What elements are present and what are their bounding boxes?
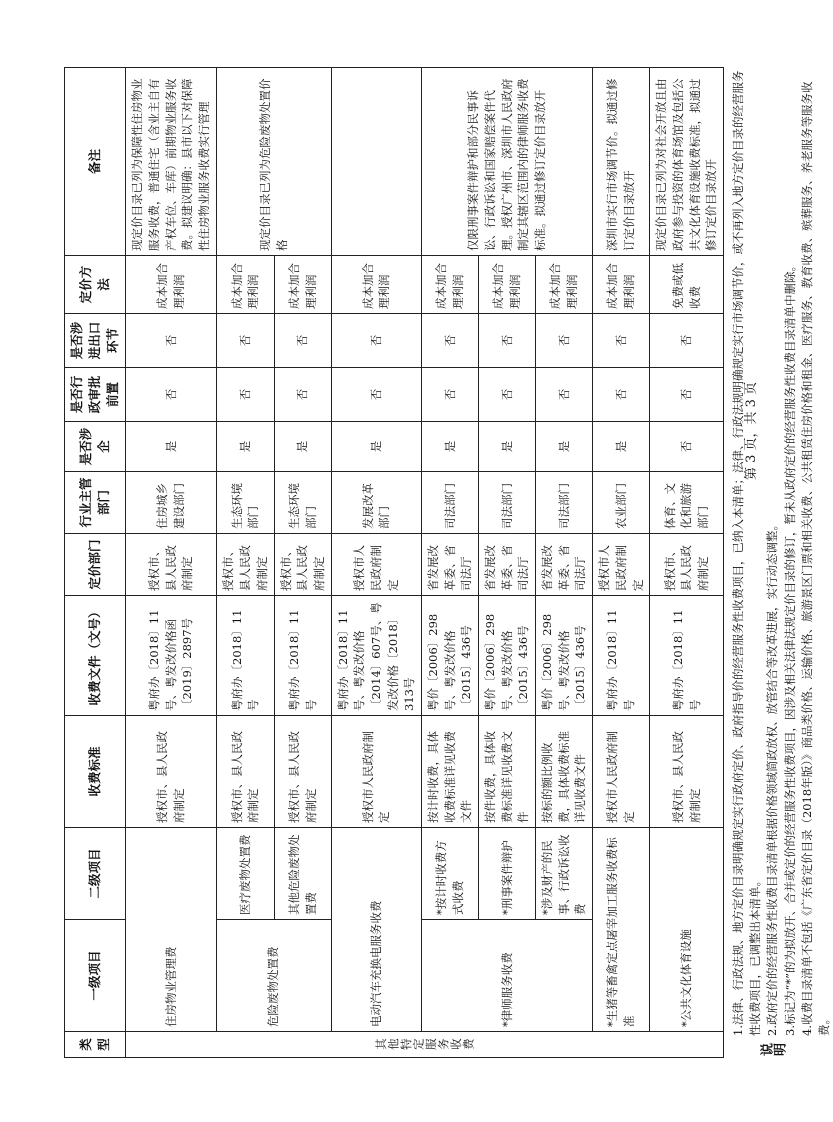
level1-cell: 电动汽车充换电服务收费 <box>331 828 421 1032</box>
header-method: 定价方法 <box>65 256 126 314</box>
table-row <box>650 68 724 1058</box>
level1-cell: 住房物业管理费 <box>126 828 216 1032</box>
header-level1: 一级项目 <box>65 920 126 1032</box>
approval-cell: 否 <box>331 368 421 422</box>
industry-dept-cell: 司法部门 <box>536 472 593 534</box>
level1-cell: *公共文化体育设施 <box>650 828 724 1032</box>
import-export-cell: 否 <box>536 314 593 368</box>
method-cell: 免费或低收费 <box>650 256 724 314</box>
import-export-cell: 否 <box>422 314 479 368</box>
pricing-dept-cell: 授权市人民政府制定 <box>593 534 650 596</box>
approval-cell: 否 <box>650 368 724 422</box>
level1-cell: *生猪等畜禽定点屠宰加工服务收费标准 <box>593 828 650 1032</box>
industry-dept-cell: 农业部门 <box>593 472 650 534</box>
industry-dept-cell: 司法部门 <box>479 472 536 534</box>
standard-cell: 授权市、县人民政府制定 <box>274 716 331 828</box>
enterprise-cell: 是 <box>216 422 274 472</box>
header-import-export: 是否涉进出口环节 <box>65 314 126 368</box>
note-cell: 现定价目录已列为保障性住房物业服务收费，普通住宅（含业主自有产权车位、车库）前期物业服务收费。拟建议明确：县市以下对保障性住房物业服务收费实行管理 <box>126 68 216 256</box>
standard-cell: 授权市人民政府制定 <box>593 716 650 828</box>
pricing-dept-cell: 省发展改革委、省司法厅 <box>422 534 479 596</box>
import-export-cell: 否 <box>331 314 421 368</box>
import-export-cell: 否 <box>479 314 536 368</box>
import-export-cell: 否 <box>650 314 724 368</box>
note-cell: 现定价目录已列为对社会开放且由政府参与投资的体育场馆及包括公共文化体育设施收费标准，拟通过修订定价目录放开 <box>650 68 724 256</box>
header-approval: 是否行政审批前置 <box>65 368 126 422</box>
table-row <box>422 68 479 1058</box>
document-cell: 粤府办〔2018〕11号、粤发改价格〔2014〕607号、粤发改价格〔2018〕313号 <box>331 596 421 716</box>
approval-cell: 否 <box>126 368 216 422</box>
note-cell <box>331 68 421 256</box>
level2-cell: *涉及财产的民事、行政诉讼收费 <box>536 828 593 920</box>
approval-cell: 否 <box>274 368 331 422</box>
enterprise-cell: 是 <box>331 422 421 472</box>
table-row <box>331 68 421 1058</box>
approval-cell: 否 <box>216 368 274 422</box>
level2-cell: 其他危险废物处置费 <box>274 828 331 920</box>
standard-cell: 按计时收费，具体收费标准详见收费文件 <box>422 716 479 828</box>
notes-section <box>730 68 833 1058</box>
pricing-dept-cell: 授权市人民政府制定 <box>331 534 421 596</box>
enterprise-cell: 否 <box>650 422 724 472</box>
header-type: 类型 <box>65 1032 126 1058</box>
standard-cell: 授权市人民政府制定 <box>331 716 421 828</box>
level1-cell: 危险废物处置费 <box>216 920 331 1032</box>
method-cell: 成本加合理利润 <box>536 256 593 314</box>
industry-dept-cell: 发展改革部门 <box>331 472 421 534</box>
industry-dept-cell: 司法部门 <box>422 472 479 534</box>
approval-cell: 否 <box>536 368 593 422</box>
table-row <box>126 68 216 1058</box>
note-line: 3.标记为“*”的为拟放开、合并或定价的经营服务性收费项目，因涉及相关法律法规定价目录的修订，暂未从政府定价的经营服务性收费目录清单中删除。 <box>782 260 797 1036</box>
approval-cell: 否 <box>479 368 536 422</box>
table-row <box>593 68 650 1058</box>
method-cell: 成本加合理利润 <box>126 256 216 314</box>
document-cell: 粤价〔2006〕298号、粤发改价格〔2015〕436号 <box>479 596 536 716</box>
industry-dept-cell: 住房城乡建设部门 <box>126 472 216 534</box>
header-level2: 二级项目 <box>65 828 126 920</box>
pricing-dept-cell: 省发展改革委、省司法厅 <box>479 534 536 596</box>
header-document: 收费文件（文号） <box>65 596 126 716</box>
method-cell: 成本加合理利润 <box>216 256 274 314</box>
note-line: 2.政府定价的经营服务性收费目录清单根据价格领域简政放权、放管结合等改革进展，实行动态调整。 <box>765 519 780 1036</box>
document-cell: 粤府办〔2018〕11号 <box>593 596 650 716</box>
standard-cell: 授权市、县人民政府制定 <box>126 716 216 828</box>
industry-dept-cell: 生态环境部门 <box>274 472 331 534</box>
document-cell: 粤府办〔2018〕11号、粤发改价格函〔2019〕2897号 <box>126 596 216 716</box>
fee-table <box>64 67 724 1058</box>
level1-cell: *律师服务收费 <box>422 920 593 1032</box>
industry-dept-cell: 体育、文化和旅游部门 <box>650 472 724 534</box>
pricing-dept-cell: 省发展改革委、省司法厅 <box>536 534 593 596</box>
standard-cell: 按件收费，具体收费标准详见收费文件 <box>479 716 536 828</box>
document-cell: 粤府办〔2018〕11号 <box>216 596 274 716</box>
header-note: 备注 <box>65 68 126 256</box>
method-cell: 成本加合理利润 <box>331 256 421 314</box>
level2-cell: *刑事案件辩护 <box>479 828 536 920</box>
approval-cell: 否 <box>593 368 650 422</box>
import-export-cell: 否 <box>216 314 274 368</box>
note-cell: 仅限刑事案件辩护和部分民事诉讼、行政诉讼和国家赔偿案件代理。授权广州市、深圳市人民政府制定其辖区范围内的律师服务收费标准。拟通过修订定价目录放开 <box>422 68 593 256</box>
category-cell: 其他特定服务收费 <box>126 1032 723 1058</box>
note-cell: 深圳市实行市场调节价。拟通过修订定价目录放开 <box>593 68 650 256</box>
pricing-dept-cell: 授权市、县人民政府制定 <box>650 534 724 596</box>
method-cell: 成本加合理利润 <box>274 256 331 314</box>
table-header-row <box>65 68 126 1058</box>
page-footer: 第 3 页，共 3 页 <box>744 381 759 480</box>
standard-cell: 按标的额比例收费，具体收费标准详见收费文件 <box>536 716 593 828</box>
industry-dept-cell: 生态环境部门 <box>216 472 274 534</box>
header-pricing-dept: 定价部门 <box>65 534 126 596</box>
note-line: 1.法律、行政法规、地方定价目录明确规定实行政府定价、政府指导价的经营服务性收费项目，已纳入本清单；法律、行政法规明确规定实行市场调节价，或不再列入地方定价目录的经营服务性收费项目，已调整出本清单。 <box>730 70 763 1036</box>
enterprise-cell: 是 <box>274 422 331 472</box>
note-line: 4.收费目录清单不包括《广东省定价目录（2018年版）》商品类价格、运输价格、旅游景区门票和相关收费、公共租赁住房价格和租金、医疗服务、教育收费、殡葬服务、养老服务等服务收费。 <box>799 81 832 1036</box>
standard-cell: 授权市、县人民政府制定 <box>650 716 724 828</box>
document-cell: 粤府办〔2018〕11号 <box>650 596 724 716</box>
enterprise-cell: 是 <box>479 422 536 472</box>
table-row <box>216 68 274 1058</box>
level2-cell: 医疗废物处置费 <box>216 828 274 920</box>
enterprise-cell: 是 <box>593 422 650 472</box>
pricing-dept-cell: 授权市、县人民政府制定 <box>126 534 216 596</box>
import-export-cell: 否 <box>274 314 331 368</box>
standard-cell: 授权市、县人民政府制定 <box>216 716 274 828</box>
import-export-cell: 否 <box>126 314 216 368</box>
enterprise-cell: 是 <box>536 422 593 472</box>
method-cell: 成本加合理利润 <box>422 256 479 314</box>
note-cell: 现定价目录已列为危险废物处置价格 <box>216 68 331 256</box>
method-cell: 成本加合理利润 <box>479 256 536 314</box>
pricing-dept-cell: 授权市、县人民政府制定 <box>216 534 274 596</box>
method-cell: 成本加合理利润 <box>593 256 650 314</box>
notes-label: 说明 <box>759 1044 786 1059</box>
rotated-table-sheet <box>64 68 832 1059</box>
header-standard: 收费标准 <box>65 716 126 828</box>
pricing-dept-cell: 授权市、县人民政府制定 <box>274 534 331 596</box>
level2-cell: *按计时收费方式收费 <box>422 828 479 920</box>
document-cell: 粤价〔2006〕298号、粤发改价格〔2015〕436号 <box>422 596 479 716</box>
header-enterprise: 是否涉企 <box>65 422 126 472</box>
enterprise-cell: 是 <box>126 422 216 472</box>
header-industry-dept: 行业主管部门 <box>65 472 126 534</box>
enterprise-cell: 是 <box>422 422 479 472</box>
import-export-cell: 否 <box>593 314 650 368</box>
document-cell: 粤府办〔2018〕11号 <box>274 596 331 716</box>
approval-cell: 否 <box>422 368 479 422</box>
document-cell: 粤价〔2006〕298号、粤发改价格〔2015〕436号 <box>536 596 593 716</box>
